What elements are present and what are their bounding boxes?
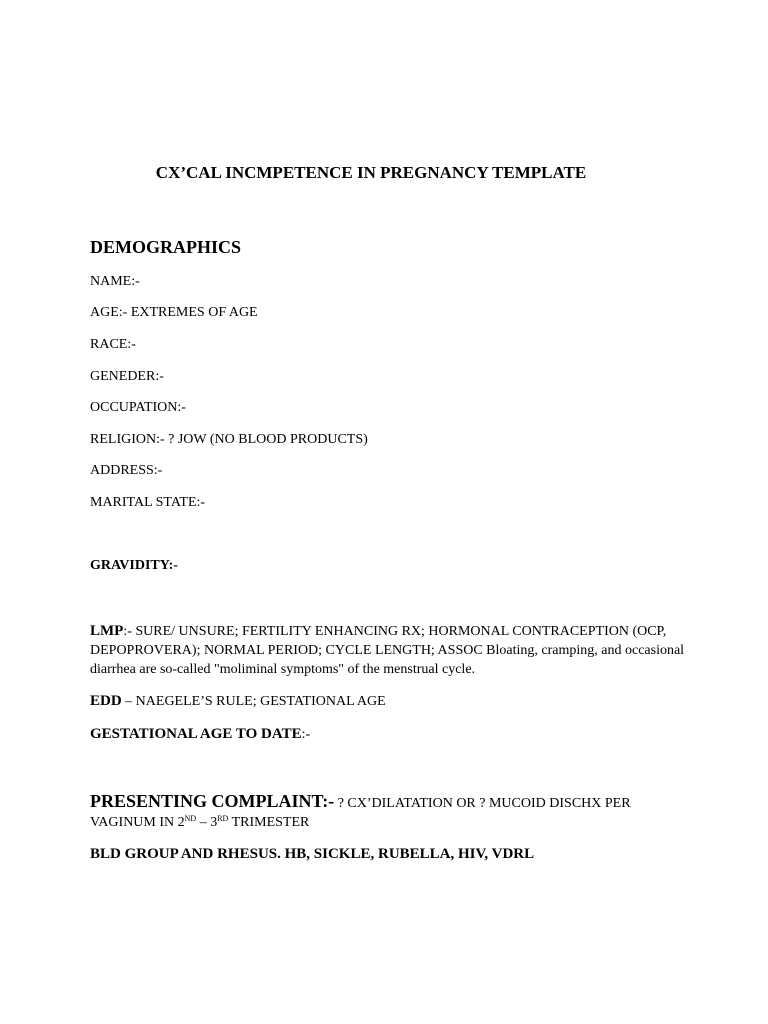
presenting-complaint-label: PRESENTING COMPLAINT:- — [90, 791, 335, 811]
address-field: ADDRESS:- — [90, 463, 163, 478]
occupation-field: OCCUPATION:- — [90, 400, 186, 415]
race-field: RACE:- — [90, 337, 136, 352]
edd-line — [90, 693, 386, 710]
presenting-complaint-text-a: ? CX’DILATATION OR ? MUCOID DISCHX PER VAGINUM IN 2 — [90, 796, 631, 830]
lmp-text: :- SURE/ UNSURE; FERTILITY ENHANCING RX; HORMONAL CONTRACEPTION (OCP, DEPOPROVERA); NORMAL PERIOD; CYCLE LENGTH; ASSOC Bloating, cramping, and occasional diarrhea are so-called "moliminal symptoms" of the menstrual cycle. — [90, 624, 685, 677]
edd-label: EDD — [90, 693, 122, 709]
marital-state-field: MARITAL STATE:- — [90, 495, 206, 510]
presenting-complaint-text-b: – 3 — [196, 815, 218, 830]
gestational-age-label: GESTATIONAL AGE TO DATE — [90, 726, 302, 742]
gender-field: GENEDER:- — [90, 369, 164, 384]
presenting-complaint-text-c: TRIMESTER — [228, 815, 310, 830]
religion-field: RELIGION:- ? JOW (NO BLOOD PRODUCTS) — [90, 432, 368, 447]
gestational-age-line — [90, 726, 310, 743]
document-title: CX’CAL INCMPETENCE IN PREGNANCY TEMPLATE — [155, 163, 587, 182]
age-field: AGE:- EXTREMES OF AGE — [90, 305, 258, 320]
bloods-line: BLD GROUP AND RHESUS. HB, SICKLE, RUBELLA, HIV, VDRL — [90, 846, 535, 862]
lmp-label: LMP — [90, 623, 124, 639]
presenting-complaint-paragraph — [90, 792, 690, 832]
gestational-age-suffix: :- — [301, 727, 311, 742]
presenting-complaint-sup-b: RD — [217, 814, 229, 823]
demographics-heading: DEMOGRAPHICS — [90, 237, 242, 257]
name-field: NAME:- — [90, 274, 140, 289]
edd-text: – NAEGELE’S RULE; GESTATIONAL AGE — [121, 694, 386, 709]
gravidity-field: GRAVIDITY:- — [90, 558, 178, 573]
presenting-complaint-sup-a: ND — [184, 814, 197, 823]
lmp-paragraph — [90, 622, 690, 679]
